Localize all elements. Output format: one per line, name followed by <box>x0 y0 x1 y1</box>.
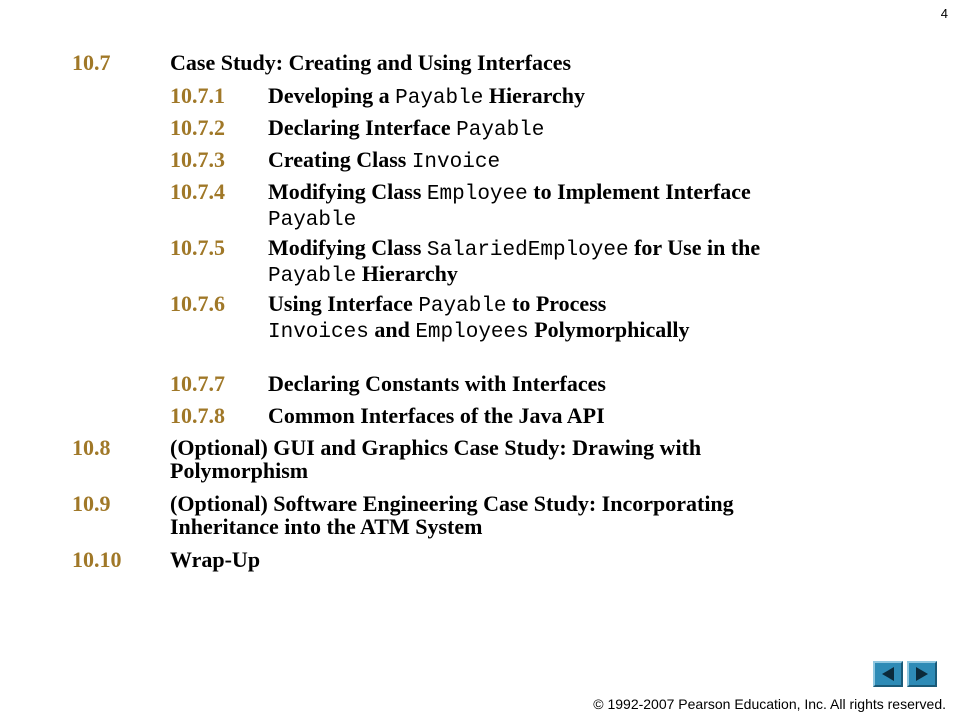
section-title: Declaring Constants with Interfaces <box>268 371 606 396</box>
section-title: (Optional) Software Engineering Case Study: Incorporating Inheritance into the ATM System <box>170 491 734 539</box>
section-number: 10.7.2 <box>170 115 225 140</box>
section-title: (Optional) GUI and Graphics Case Study: Drawing with Polymorphism <box>170 435 702 483</box>
toc-entry <box>72 436 770 482</box>
toc-entry <box>170 372 788 395</box>
section-title: Modifying Class Employee to Implement Interface Payable <box>268 179 751 232</box>
toc-entry <box>170 116 788 142</box>
page-number: 4 <box>940 6 948 21</box>
triangle-right-icon <box>913 665 931 683</box>
toc-entry <box>170 292 698 344</box>
section-number: 10.7.3 <box>170 147 225 172</box>
section-number: 10.7.6 <box>170 291 225 316</box>
next-slide-button[interactable] <box>907 661 937 687</box>
copyright-notice: © 1992-2007 Pearson Education, Inc. All rights reserved. <box>593 696 946 712</box>
toc-entry <box>72 492 750 538</box>
section-number: 10.7.4 <box>170 179 225 204</box>
section-title: Wrap-Up <box>170 547 261 572</box>
toc-entry <box>72 548 690 571</box>
toc-entry <box>170 84 788 110</box>
section-number: 10.10 <box>72 547 122 572</box>
toc-entry <box>170 236 768 288</box>
section-number: 10.9 <box>72 491 111 516</box>
toc-entry <box>170 404 788 427</box>
section-title: Creating Class Invoice <box>268 147 501 174</box>
section-title: Common Interfaces of the Java API <box>268 403 605 428</box>
section-title: Using Interface Payable to Process Invoices and Employees Polymorphically <box>268 291 690 344</box>
section-title: Modifying Class SalariedEmployee for Use in the Payable Hierarchy <box>268 235 761 288</box>
section-number: 10.7.8 <box>170 403 225 428</box>
section-number: 10.8 <box>72 435 111 460</box>
section-number: 10.7.7 <box>170 371 225 396</box>
slide-navigation <box>873 661 937 687</box>
triangle-left-icon <box>879 665 897 683</box>
section-title: Declaring Interface Payable <box>268 115 545 142</box>
section-number: 10.7.5 <box>170 235 225 260</box>
toc-entry <box>170 148 788 174</box>
previous-slide-button[interactable] <box>873 661 903 687</box>
section-title: Developing a Payable Hierarchy <box>268 83 585 110</box>
section-title: Case Study: Creating and Using Interfaces <box>170 50 572 75</box>
toc-entry <box>72 51 690 74</box>
toc-entry <box>170 180 768 232</box>
section-number: 10.7 <box>72 50 111 75</box>
section-number: 10.7.1 <box>170 83 225 108</box>
